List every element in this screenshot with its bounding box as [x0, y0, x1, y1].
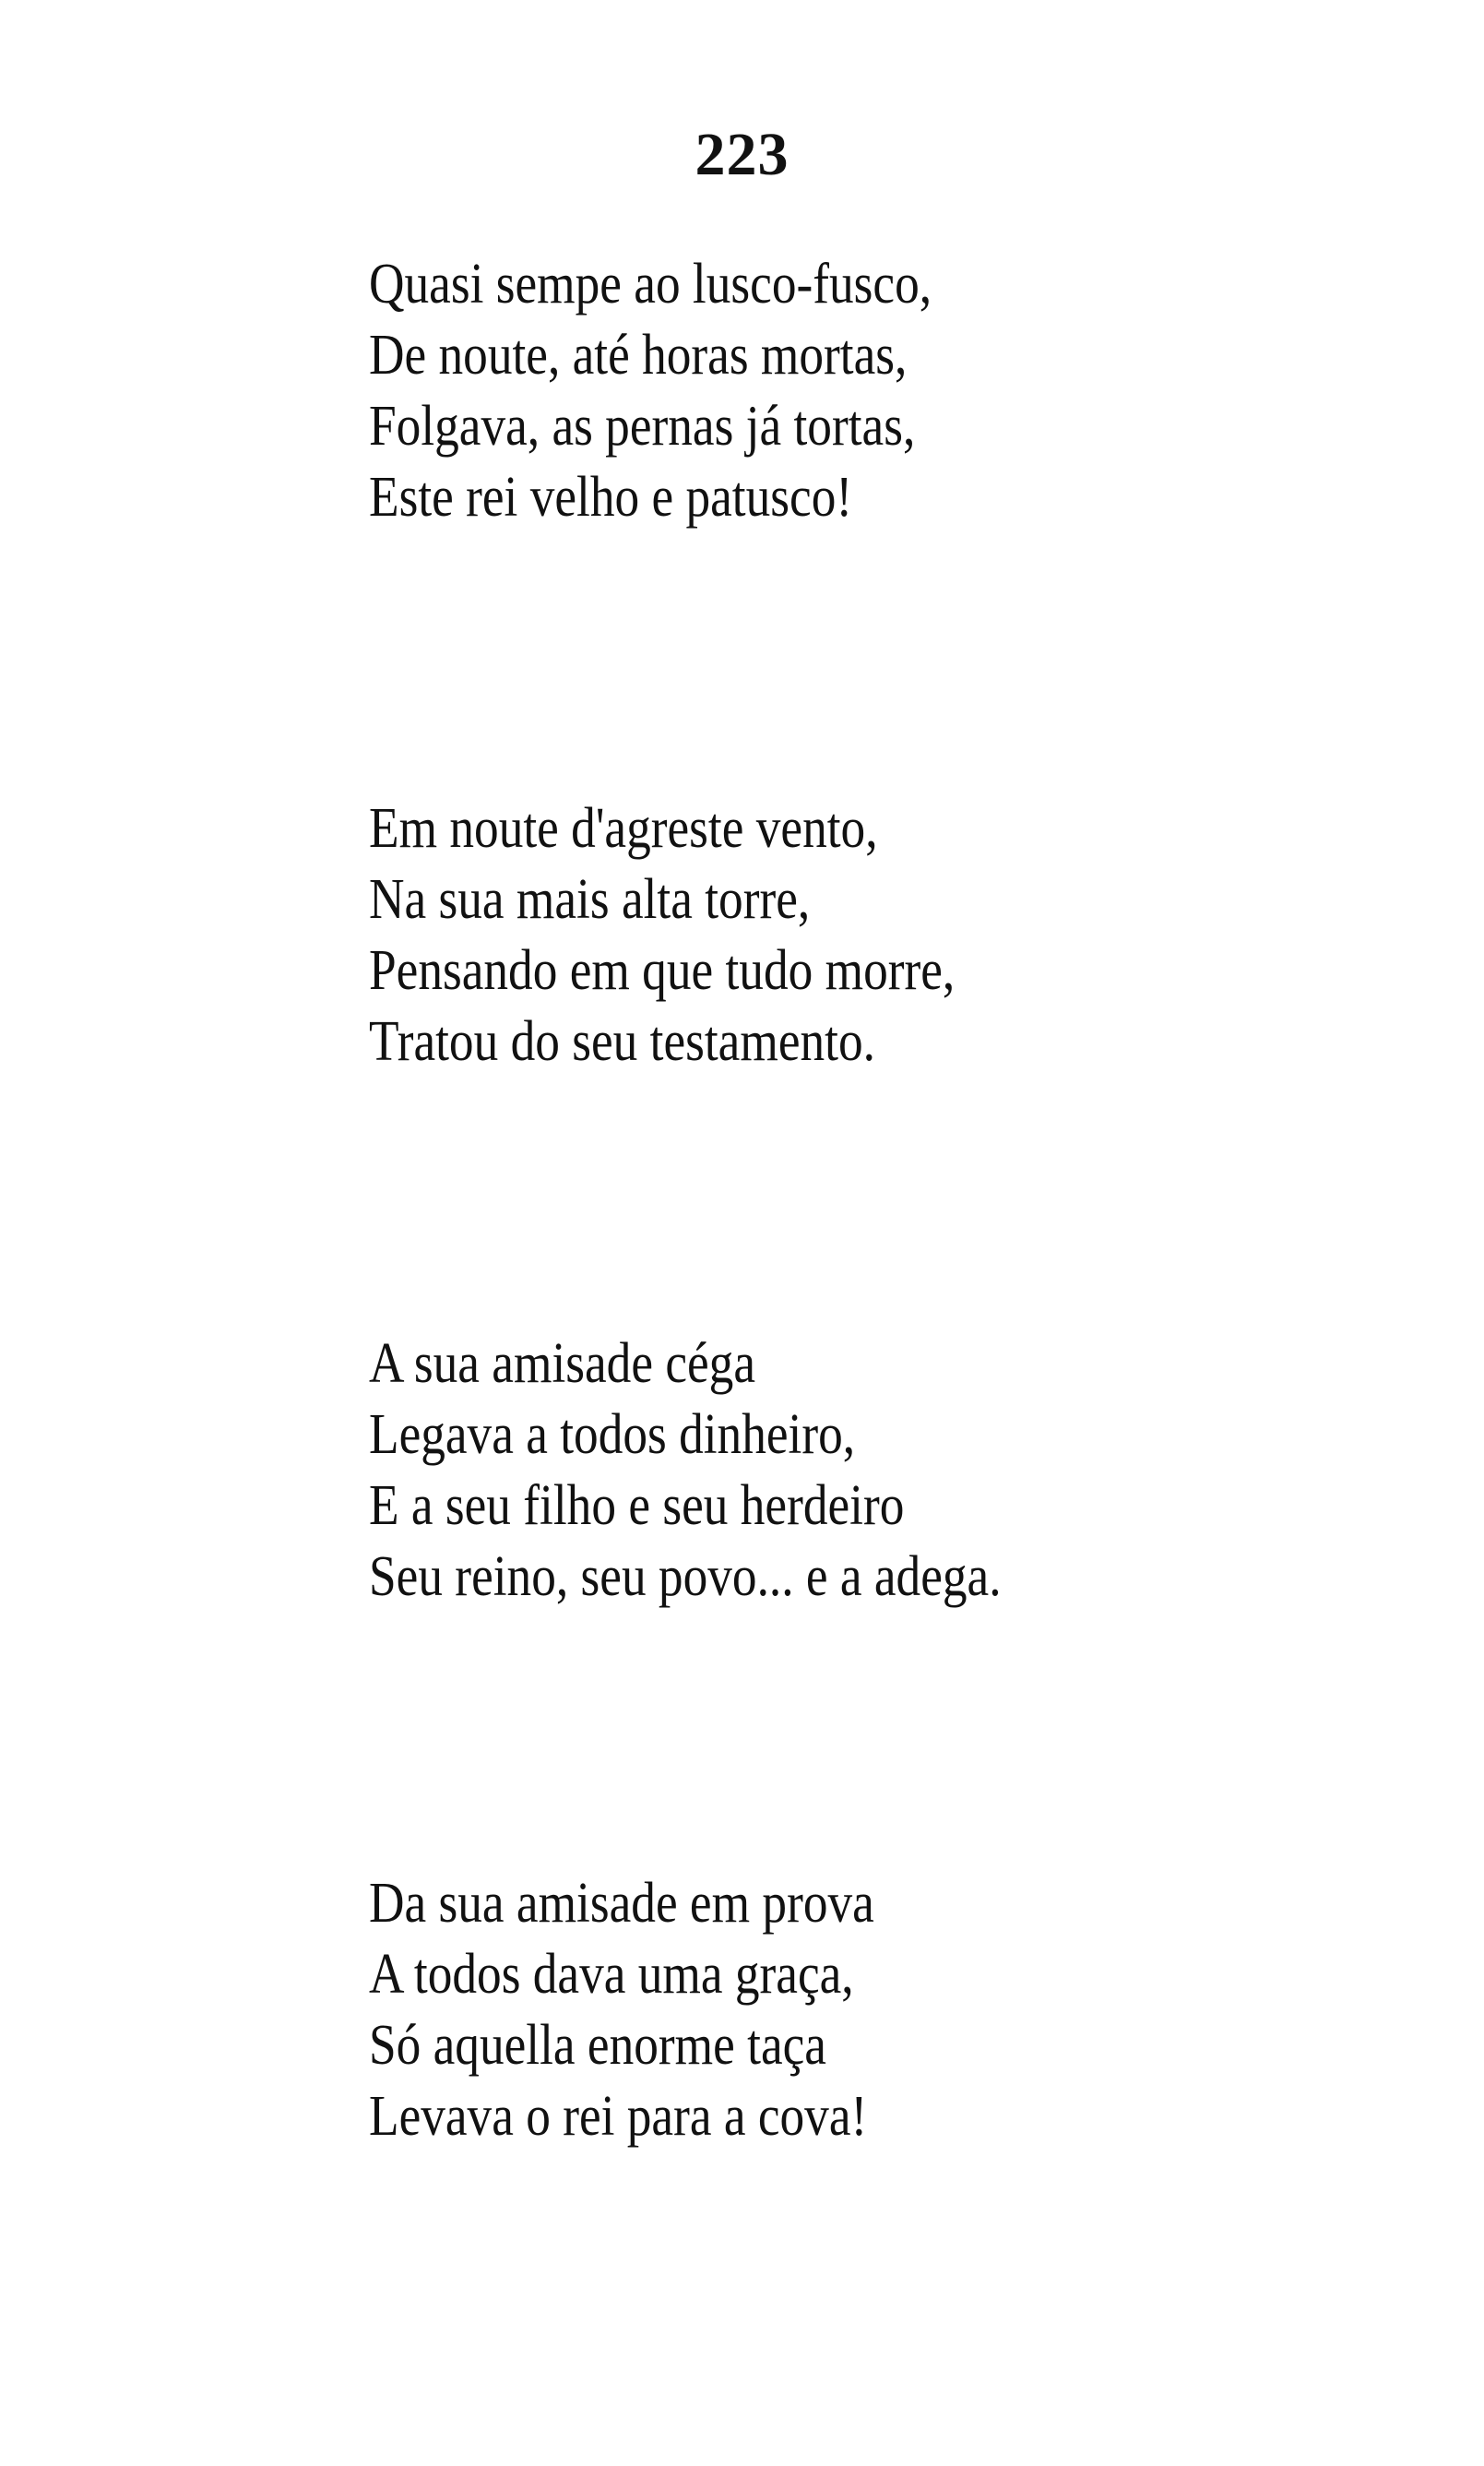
verse-line: Quasi sempe ao lusco-fusco, — [369, 253, 932, 316]
verse-line: Folgava, as pernas já tortas, — [369, 395, 916, 458]
verse-line: Tratou do seu testamento. — [369, 1010, 875, 1073]
stanza-2 — [369, 793, 1291, 1078]
verse-line: Em noute d'agreste vento, — [369, 797, 878, 860]
verse-line: Seu reino, seu povo... e a adega. — [369, 1545, 1002, 1608]
verse-line: De noute, até horas mortas, — [369, 324, 908, 387]
page-number: 223 — [695, 121, 789, 188]
verse-line: Levava o rei para a cova! — [369, 2085, 868, 2148]
stanza-3 — [369, 1328, 1291, 1613]
verse-line: Legava a todos dinheiro, — [369, 1403, 856, 1466]
verse-line: Este rei velho e patusco! — [369, 466, 853, 529]
verse-line: A todos dava uma graça, — [369, 1943, 854, 2006]
verse-line: Só aquella enorme taça — [369, 2014, 826, 2077]
verse-line: Da sua amisade em prova — [369, 1872, 874, 1935]
verse-line: Pensando em que tudo morre, — [369, 939, 956, 1002]
stanza-4 — [369, 1868, 1291, 2152]
verse-line: Na sua mais alta torre, — [369, 868, 811, 931]
stanza-1 — [369, 249, 1291, 533]
verse-line: A sua amisade céga — [369, 1332, 755, 1395]
verse-line: E a seu filho e seu herdeiro — [369, 1474, 905, 1537]
